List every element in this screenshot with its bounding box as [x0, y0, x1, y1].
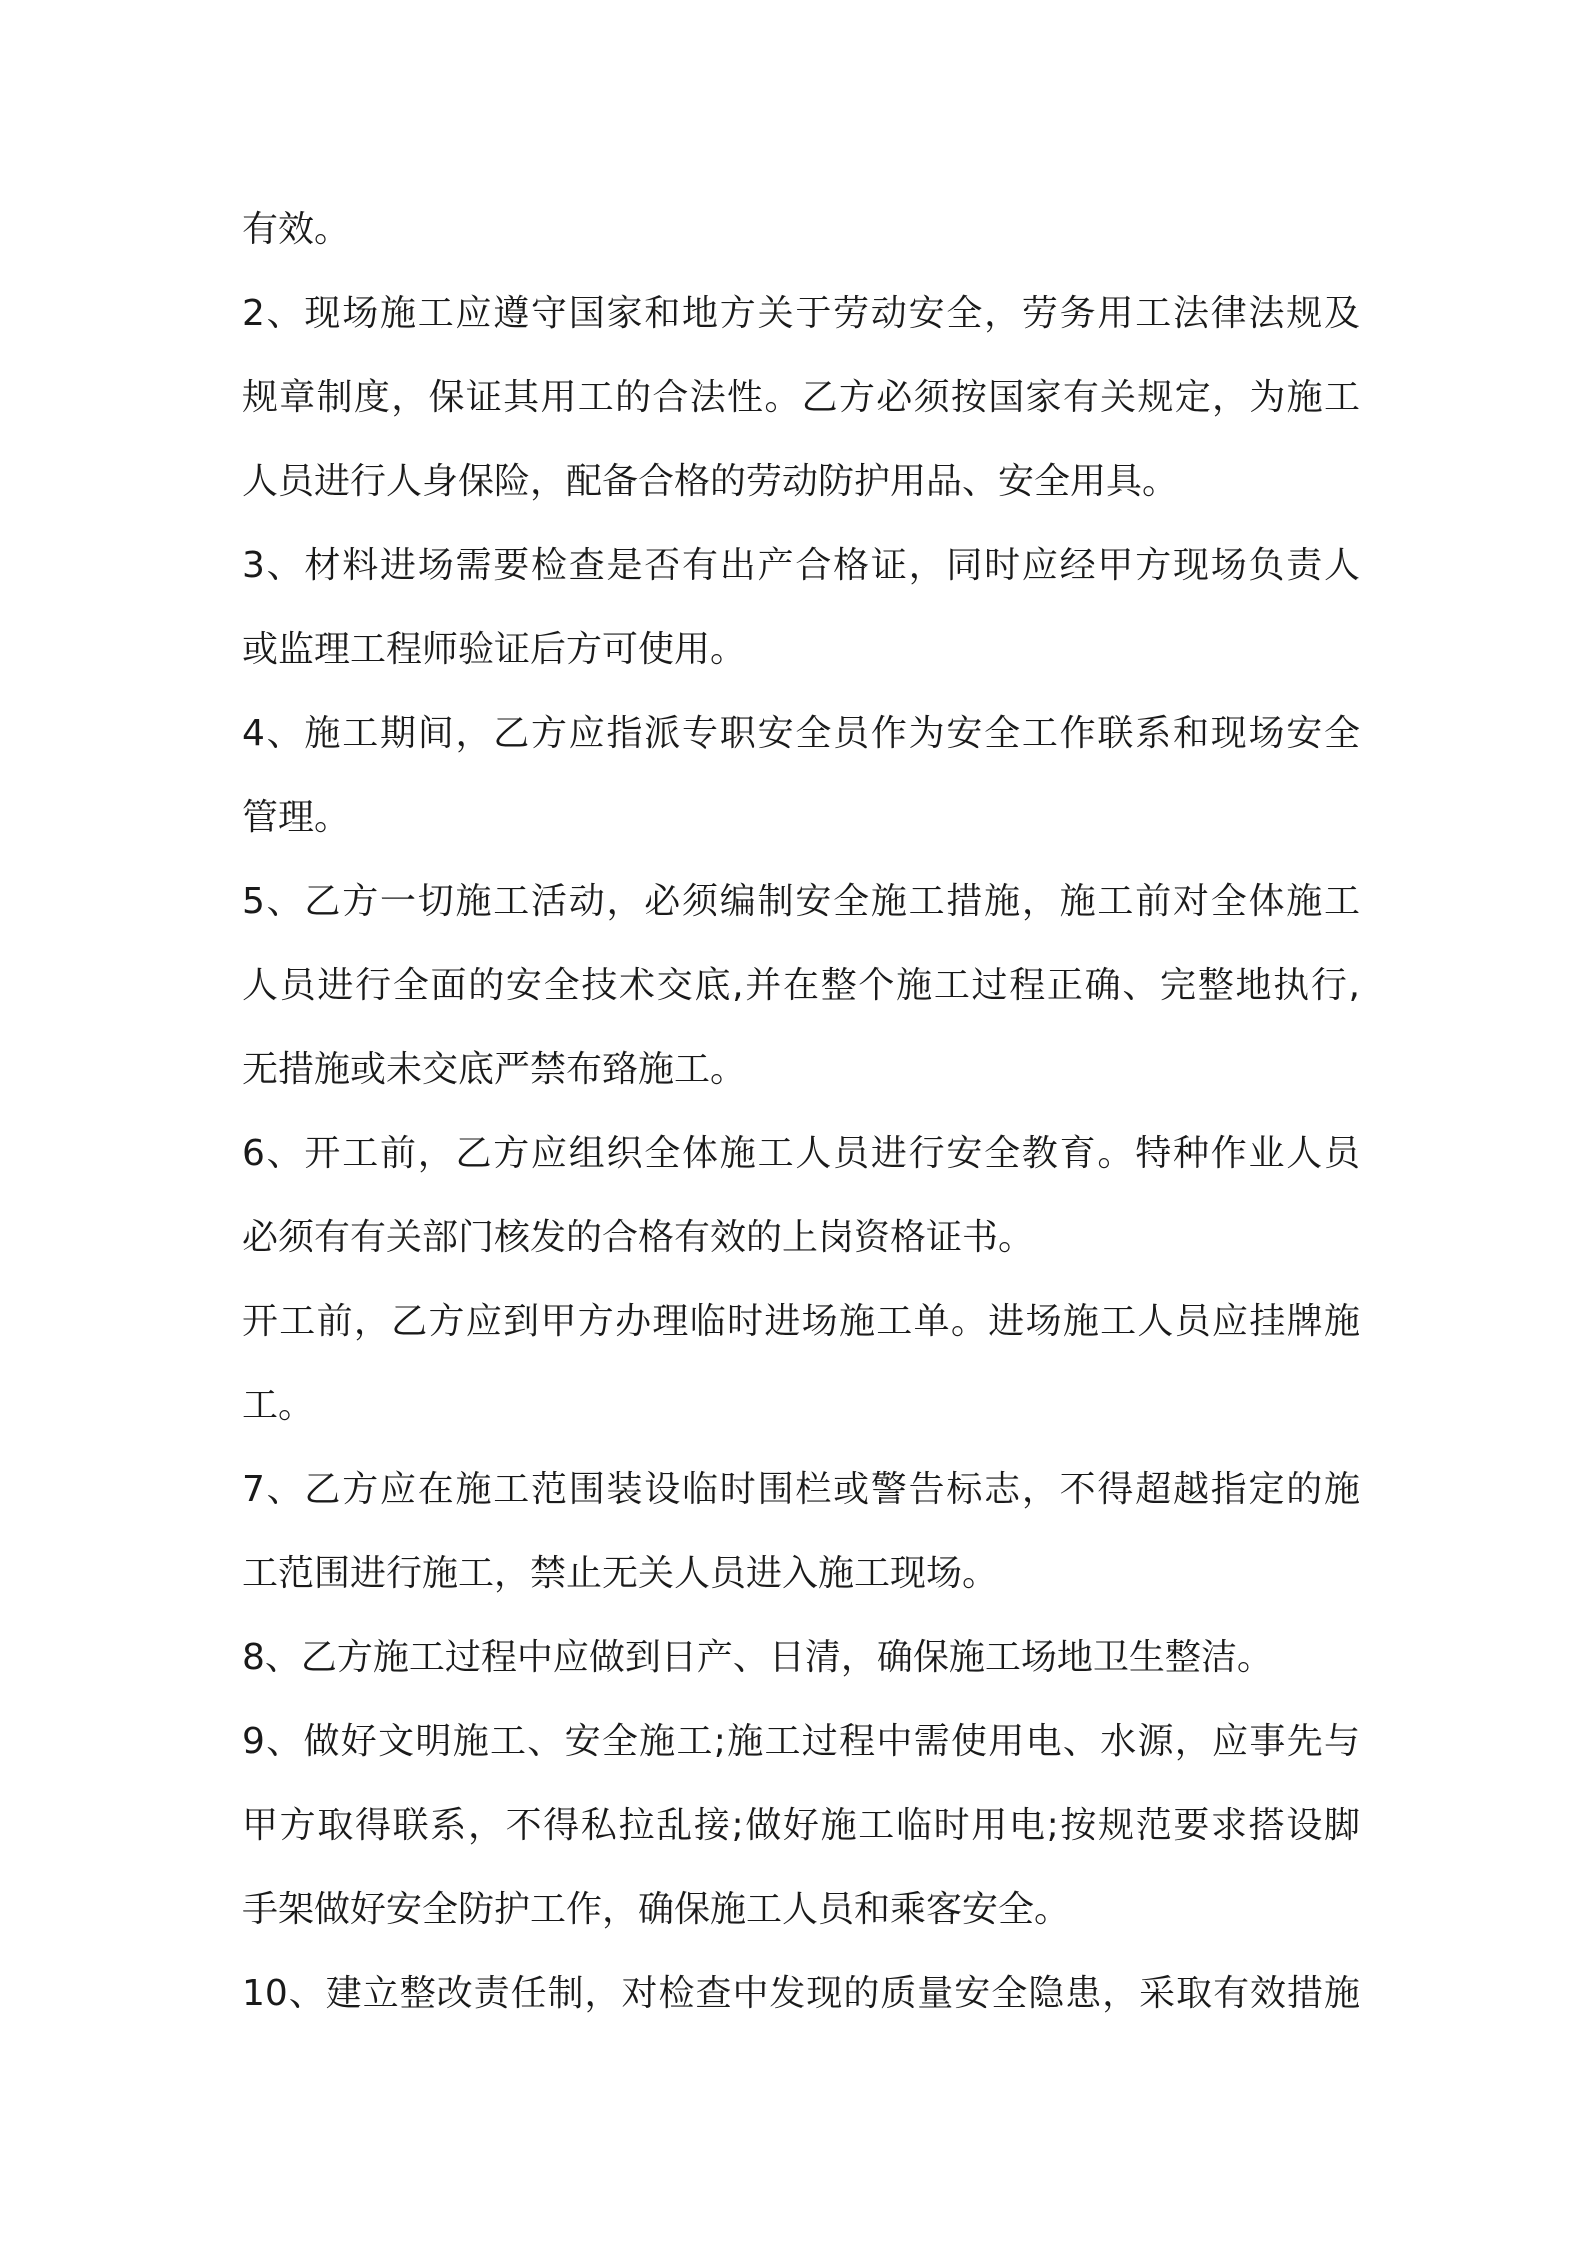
text-line: 9、做好文明施工、安全施工;施工过程中需使用电、水源，应事先与 [242, 1721, 1360, 1762]
text-line: 5、乙方一切施工活动，必须编制安全施工措施，施工前对全体施工 [242, 881, 1360, 922]
text-line: 人员进行人身保险，配备合格的劳动防护用品、安全用具。 [242, 461, 1179, 502]
text-line: 2、现场施工应遵守国家和地方关于劳动安全，劳务用工法律法规及 [242, 293, 1360, 334]
text-line: 必须有有关部门核发的合格有效的上岗资格证书。 [242, 1217, 1035, 1258]
text-line: 或监理工程师验证后方可使用。 [242, 629, 747, 670]
text-line: 手架做好安全防护工作，确保施工人员和乘客安全。 [242, 1889, 1071, 1930]
text-line: 管理。 [242, 797, 351, 838]
text-line: 甲方取得联系，不得私拉乱接;做好施工临时用电;按规范要求搭设脚 [242, 1805, 1360, 1846]
text-line: 4、施工期间，乙方应指派专职安全员作为安全工作联系和现场安全 [242, 713, 1360, 754]
text-line: 有效。 [242, 209, 351, 250]
text-line: 10、建立整改责任制，对检查中发现的质量安全隐患，采取有效措施 [242, 1973, 1360, 2014]
text-line: 3、材料进场需要检查是否有出产合格证，同时应经甲方现场负责人 [242, 545, 1360, 586]
text-line: 工范围进行施工，禁止无关人员进入施工现场。 [242, 1553, 999, 1594]
text-line: 规章制度，保证其用工的合法性。乙方必须按国家有关规定，为施工 [242, 377, 1360, 418]
document-body [242, 188, 1360, 2036]
text-line: 人员进行全面的安全技术交底,并在整个施工过程正确、完整地执行, [242, 965, 1360, 1006]
text-line: 6、开工前，乙方应组织全体施工人员进行安全教育。特种作业人员 [242, 1133, 1360, 1174]
text-line: 开工前，乙方应到甲方办理临时进场施工单。进场施工人员应挂牌施 [242, 1301, 1360, 1342]
text-line: 工。 [242, 1385, 315, 1426]
text-line: 7、乙方应在施工范围装设临时围栏或警告标志，不得超越指定的施 [242, 1469, 1360, 1510]
text-line: 无措施或未交底严禁布臵施工。 [242, 1049, 747, 1090]
text-line: 8、乙方施工过程中应做到日产、日清，确保施工场地卫生整洁。 [242, 1637, 1273, 1678]
